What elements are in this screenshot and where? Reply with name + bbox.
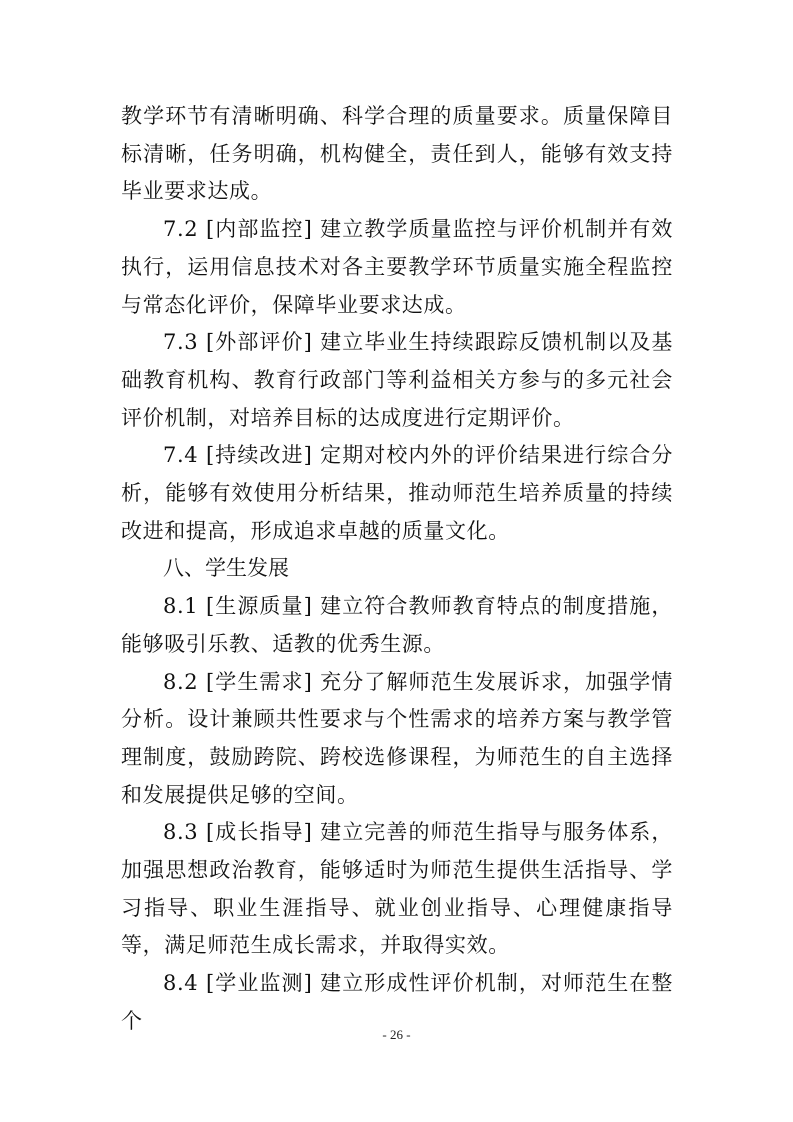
paragraph-8-2: 8.2 [学生需求] 充分了解师范生发展诉求，加强学情分析。设计兼顾共性要求与个性需求的培养方案与教学管理制度，鼓励跨院、跨校选修课程，为师范生的自主选择和发展提供足够的空间。 <box>121 669 673 807</box>
paragraph-continuation: 教学环节有清晰明确、科学合理的质量要求。质量保障目标清晰，任务明确，机构健全，责任到人，能够有效支持毕业要求达成。 <box>121 104 673 204</box>
paragraph-7-3: 7.3 [外部评价] 建立毕业生持续跟踪反馈机制以及基础教育机构、教育行政部门等利益相关方参与的多元社会评价机制，对培养目标的达成度进行定期评价。 <box>121 330 673 430</box>
document-body <box>121 98 673 1041</box>
paragraph-8-1: 8.1 [生源质量] 建立符合教师教育特点的制度措施，能够吸引乐教、适教的优秀生源。 <box>121 594 673 656</box>
page-number: - 26 - <box>382 1027 411 1042</box>
paragraph-7-2: 7.2 [内部监控] 建立教学质量监控与评价机制并有效执行，运用信息技术对各主要教学环节质量实施全程监控与常态化评价，保障毕业要求达成。 <box>121 217 673 317</box>
paragraph-8-4: 8.4 [学业监测] 建立形成性评价机制，对师范生在整个 <box>121 971 673 1033</box>
paragraph-8-3: 8.3 [成长指导] 建立完善的师范生指导与服务体系，加强思想政治教育，能够适时为师范生提供生活指导、学习指导、职业生涯指导、就业创业指导、心理健康指导等，满足师范生成长需求，并取得实效。 <box>121 820 673 958</box>
section-heading-8: 八、学生发展 <box>163 556 289 581</box>
paragraph-7-4: 7.4 [持续改进] 定期对校内外的评价结果进行综合分析，能够有效使用分析结果，推动师范生培养质量的持续改进和提高，形成追求卓越的质量文化。 <box>121 443 673 543</box>
